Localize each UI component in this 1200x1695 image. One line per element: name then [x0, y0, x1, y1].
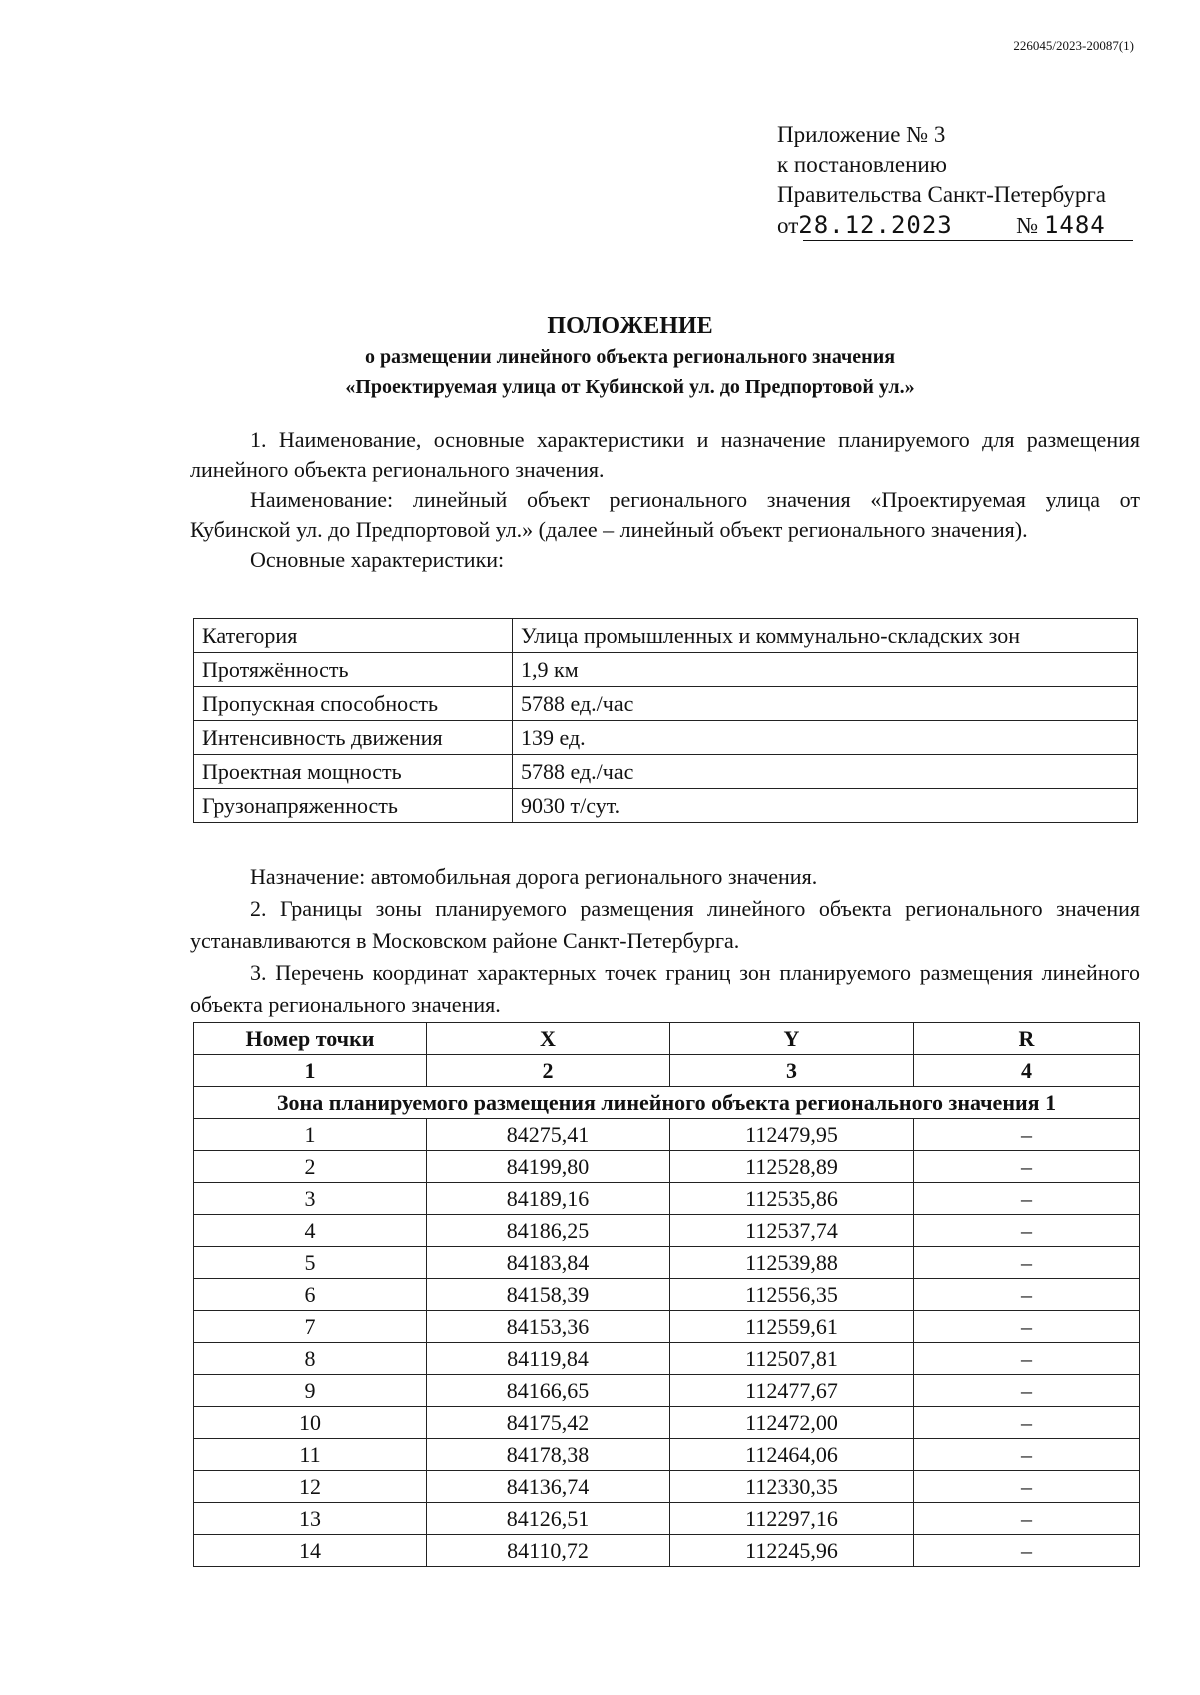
coord-r: – — [914, 1247, 1140, 1279]
characteristic-value: 1,9 км — [513, 653, 1138, 687]
point-number: 6 — [194, 1279, 427, 1311]
section-1-intro: 1. Наименование, основные характеристики и назначение планируемого для размещения линейного объекта регионального значения. — [190, 427, 1140, 482]
coord-y: 112528,89 — [670, 1151, 914, 1183]
date-underline — [803, 240, 1133, 241]
colnum-2: 2 — [427, 1055, 670, 1087]
characteristics-row — [194, 687, 1138, 721]
point-number: 10 — [194, 1407, 427, 1439]
appendix-ref: к постановлению — [777, 152, 947, 177]
coord-x: 84153,36 — [427, 1311, 670, 1343]
point-number: 3 — [194, 1183, 427, 1215]
characteristics-row — [194, 721, 1138, 755]
coord-r: – — [914, 1311, 1140, 1343]
point-number: 8 — [194, 1343, 427, 1375]
coord-r: – — [914, 1535, 1140, 1567]
characteristic-label: Грузонапряженность — [194, 789, 513, 823]
coord-r: – — [914, 1119, 1140, 1151]
title-object-name: «Проектируемая улица от Кубинской ул. до Предпортовой ул.» — [345, 376, 915, 398]
coord-y: 112472,00 — [670, 1407, 914, 1439]
appendix-date-line — [777, 210, 1133, 241]
coord-y: 112535,86 — [670, 1183, 914, 1215]
coord-x: 84119,84 — [427, 1343, 670, 1375]
coord-y: 112479,95 — [670, 1119, 914, 1151]
header-r: R — [914, 1023, 1140, 1055]
coord-row — [194, 1311, 1140, 1343]
colnum-3: 3 — [670, 1055, 914, 1087]
document-id: 226045/2023-20087(1) — [1013, 38, 1134, 53]
point-number: 9 — [194, 1375, 427, 1407]
coord-x: 84189,16 — [427, 1183, 670, 1215]
characteristics-table — [193, 618, 1138, 823]
point-number: 7 — [194, 1311, 427, 1343]
coord-r: – — [914, 1151, 1140, 1183]
point-number: 4 — [194, 1215, 427, 1247]
purpose-text: Назначение: автомобильная дорога регионального значения. — [250, 864, 818, 889]
point-number: 1 — [194, 1119, 427, 1151]
coord-r: – — [914, 1503, 1140, 1535]
header-point-number: Номер точки — [194, 1023, 427, 1055]
coord-r: – — [914, 1183, 1140, 1215]
appendix-issuer: Правительства Санкт-Петербурга — [777, 182, 1106, 207]
coord-x: 84178,38 — [427, 1439, 670, 1471]
coord-y: 112537,74 — [670, 1215, 914, 1247]
coord-r: – — [914, 1439, 1140, 1471]
characteristics-row — [194, 619, 1138, 653]
section-1 — [190, 425, 1140, 575]
characteristic-value: Улица промышленных и коммунально-складских зон — [513, 619, 1138, 653]
coord-row — [194, 1119, 1140, 1151]
coord-row — [194, 1535, 1140, 1567]
coord-row — [194, 1471, 1140, 1503]
coord-r: – — [914, 1215, 1140, 1247]
coord-x: 84136,74 — [427, 1471, 670, 1503]
coord-row — [194, 1247, 1140, 1279]
point-number: 2 — [194, 1151, 427, 1183]
characteristic-value: 5788 ед./час — [513, 755, 1138, 789]
coord-y: 112559,61 — [670, 1311, 914, 1343]
coord-header-row — [194, 1023, 1140, 1055]
coord-x: 84199,80 — [427, 1151, 670, 1183]
date-prefix: от — [777, 213, 799, 238]
coord-r: – — [914, 1471, 1140, 1503]
characteristics-row — [194, 755, 1138, 789]
coord-x: 84126,51 — [427, 1503, 670, 1535]
coord-y: 112245,96 — [670, 1535, 914, 1567]
section-2-3 — [190, 861, 1140, 1021]
coord-y: 112507,81 — [670, 1343, 914, 1375]
coord-row — [194, 1503, 1140, 1535]
coord-row — [194, 1375, 1140, 1407]
coord-row — [194, 1151, 1140, 1183]
section-1-characteristics-label: Основные характеристики: — [250, 547, 505, 572]
point-number: 12 — [194, 1471, 427, 1503]
coord-y: 112477,67 — [670, 1375, 914, 1407]
colnum-4: 4 — [914, 1055, 1140, 1087]
characteristic-label: Интенсивность движения — [194, 721, 513, 755]
point-number: 14 — [194, 1535, 427, 1567]
zone-title: Зона планируемого размещения линейного объекта регионального значения 1 — [194, 1087, 1140, 1119]
header-x: X — [427, 1023, 670, 1055]
coord-row — [194, 1215, 1140, 1247]
coord-x: 84158,39 — [427, 1279, 670, 1311]
characteristic-label: Проектная мощность — [194, 755, 513, 789]
coord-row — [194, 1343, 1140, 1375]
title-heading: ПОЛОЖЕНИЕ — [547, 313, 713, 339]
coord-y: 112556,35 — [670, 1279, 914, 1311]
coord-y: 112539,88 — [670, 1247, 914, 1279]
header-y: Y — [670, 1023, 914, 1055]
coord-y: 112464,06 — [670, 1439, 914, 1471]
coord-r: – — [914, 1375, 1140, 1407]
characteristic-label: Категория — [194, 619, 513, 653]
coord-row — [194, 1439, 1140, 1471]
decree-date: 28.12.2023 — [798, 211, 953, 239]
coordinates-table — [193, 1022, 1140, 1567]
coord-x: 84275,41 — [427, 1119, 670, 1151]
coord-x: 84183,84 — [427, 1247, 670, 1279]
number-prefix: № — [1016, 213, 1039, 238]
point-number: 5 — [194, 1247, 427, 1279]
item-2-text: 2. Границы зоны планируемого размещения линейного объекта регионального значения устанавливаются в Московском районе Санкт-Петербурга. — [190, 896, 1140, 953]
coord-y: 112330,35 — [670, 1471, 914, 1503]
characteristic-value: 5788 ед./час — [513, 687, 1138, 721]
document-title — [0, 310, 1200, 402]
coord-r: – — [914, 1343, 1140, 1375]
coord-colnum-row — [194, 1055, 1140, 1087]
characteristics-row — [194, 653, 1138, 687]
zone-row — [194, 1087, 1140, 1119]
characteristics-row — [194, 789, 1138, 823]
decree-number: 1484 — [1043, 211, 1106, 239]
characteristic-label: Пропускная способность — [194, 687, 513, 721]
characteristic-value: 9030 т/сут. — [513, 789, 1138, 823]
coord-x: 84110,72 — [427, 1535, 670, 1567]
section-1-name: Наименование: линейный объект регионального значения «Проектируемая улица от Кубинской ул. до Предпортовой ул.» (далее – линейный объект регионального значения). — [190, 487, 1140, 542]
coord-row — [194, 1183, 1140, 1215]
characteristic-value: 139 ед. — [513, 721, 1138, 755]
colnum-1: 1 — [194, 1055, 427, 1087]
coord-row — [194, 1279, 1140, 1311]
characteristic-label: Протяжённость — [194, 653, 513, 687]
appendix-number: Приложение № 3 — [777, 122, 946, 147]
coord-r: – — [914, 1407, 1140, 1439]
coord-x: 84166,65 — [427, 1375, 670, 1407]
appendix-header — [777, 120, 1133, 241]
point-number: 13 — [194, 1503, 427, 1535]
title-subheading: о размещении линейного объекта регионального значения — [364, 346, 896, 368]
coord-x: 84186,25 — [427, 1215, 670, 1247]
point-number: 11 — [194, 1439, 427, 1471]
coord-row — [194, 1407, 1140, 1439]
coord-y: 112297,16 — [670, 1503, 914, 1535]
coord-x: 84175,42 — [427, 1407, 670, 1439]
coord-r: – — [914, 1279, 1140, 1311]
item-3-text: 3. Перечень координат характерных точек границ зон планируемого размещения линейного объекта регионального значения. — [190, 960, 1140, 1017]
